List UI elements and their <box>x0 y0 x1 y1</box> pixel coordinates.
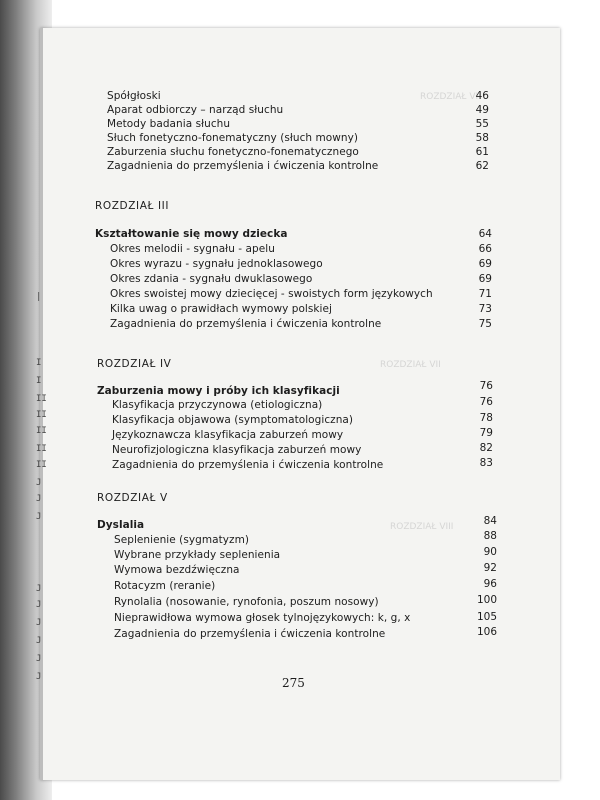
margin-mark: II <box>36 444 47 454</box>
chapter-title: Dyslalia <box>97 519 145 531</box>
toc-entry-page: 69 <box>478 258 492 270</box>
toc-entry-page: 66 <box>478 243 492 255</box>
toc-entry: Zagadnienia do przemyślenia i ćwiczenia kontrolne <box>110 318 382 330</box>
toc-entry: Okres melodii - sygnału - apelu <box>110 243 275 255</box>
toc-entry: Zagadnienia do przemyślenia i ćwiczenia kontrolne <box>107 160 379 172</box>
toc-entry-page: 55 <box>475 118 489 130</box>
toc-entry: Wybrane przykłady seplenienia <box>114 549 281 561</box>
show-through-text: ROZDZIAŁ VI <box>420 92 479 102</box>
toc-entry: Wymowa bezdźwięczna <box>114 564 240 576</box>
toc-entry-page: 83 <box>479 457 493 469</box>
toc-entry: Słuch fonetyczno-fonematyczny (słuch mowny) <box>107 132 359 144</box>
page-number: 275 <box>282 676 305 690</box>
margin-mark: J <box>36 654 42 664</box>
margin-mark: II <box>36 426 47 436</box>
chapter-title-page: 84 <box>483 515 497 527</box>
margin-mark: I <box>36 376 42 386</box>
toc-entry-page: 75 <box>478 318 492 330</box>
toc-entry-page: 76 <box>479 396 493 408</box>
toc-entry-page: 90 <box>483 546 497 558</box>
show-through-text: ROZDZIAŁ VIII <box>390 522 454 532</box>
toc-entry-page: 71 <box>478 288 492 300</box>
margin-mark: J <box>36 600 42 610</box>
toc-entry-page: 46 <box>475 90 489 102</box>
margin-mark: J <box>36 618 42 628</box>
toc-entry-page: 79 <box>479 427 493 439</box>
margin-mark: J <box>36 494 42 504</box>
toc-entry: Klasyfikacja przyczynowa (etiologiczna) <box>112 399 323 411</box>
chapter-label: ROZDZIAŁ IV <box>97 358 172 370</box>
toc-entry: Kilka uwag o prawidłach wymowy polskiej <box>110 303 332 315</box>
chapter-title-page: 64 <box>478 228 492 240</box>
toc-entry-page: 96 <box>483 578 497 590</box>
toc-entry-page: 69 <box>478 273 492 285</box>
margin-mark: | <box>36 292 42 302</box>
toc-entry-page: 106 <box>476 626 497 638</box>
margin-mark: J <box>36 636 42 646</box>
toc-entry: Zaburzenia słuchu fonetyczno-fonematycznego <box>107 146 359 158</box>
margin-mark: II <box>36 394 47 404</box>
toc-entry: Spółgłoski <box>107 90 161 102</box>
toc-entry: Rynolalia (nosowanie, rynofonia, poszum nosowy) <box>114 596 379 608</box>
toc-entry-page: 61 <box>475 146 489 158</box>
toc-entry: Zagadnienia do przemyślenia i ćwiczenia kontrolne <box>112 459 384 471</box>
toc-entry-page: 100 <box>476 594 497 606</box>
toc-entry-page: 88 <box>483 530 497 542</box>
toc-entry-page: 49 <box>475 104 489 116</box>
chapter-title: Kształtowanie się mowy dziecka <box>95 228 288 240</box>
page-edge <box>40 28 43 780</box>
margin-mark: II <box>36 410 47 420</box>
margin-mark: II <box>36 460 47 470</box>
toc-entry-page: 82 <box>479 442 493 454</box>
toc-entry: Seplenienie (sygmatyzm) <box>114 534 249 546</box>
margin-mark: J <box>36 584 42 594</box>
margin-mark: J <box>36 478 42 488</box>
toc-entry: Okres zdania - sygnału dwuklasowego <box>110 273 313 285</box>
toc-entry: Klasyfikacja objawowa (symptomatologiczna) <box>112 414 354 426</box>
margin-mark: I <box>36 358 42 368</box>
toc-entry: Zagadnienia do przemyślenia i ćwiczenia kontrolne <box>114 628 386 640</box>
toc-entry: Rotacyzm (reranie) <box>114 580 216 592</box>
toc-entry-page: 58 <box>475 132 489 144</box>
chapter-title-page: 76 <box>479 380 493 392</box>
toc-entry-page: 78 <box>479 412 493 424</box>
toc-entry-page: 105 <box>476 611 497 623</box>
toc-entry: Okres wyrazu - sygnału jednoklasowego <box>110 258 323 270</box>
toc-entry: Nieprawidłowa wymowa głosek tylnojęzykowych: k, g, x <box>114 612 411 624</box>
toc-entry: Okres swoistej mowy dziecięcej - swoistych form językowych <box>110 288 433 300</box>
chapter-label: ROZDZIAŁ III <box>95 200 170 212</box>
margin-mark: J <box>36 672 42 682</box>
toc-entry: Aparat odbiorczy – narząd słuchu <box>107 104 284 116</box>
margin-mark: J <box>36 512 42 522</box>
toc-entry-page: 92 <box>483 562 497 574</box>
toc-entry-page: 62 <box>475 160 489 172</box>
chapter-label: ROZDZIAŁ V <box>97 492 168 504</box>
toc-entry: Neurofizjologiczna klasyfikacja zaburzeń mowy <box>112 444 362 456</box>
show-through-text: ROZDZIAŁ VII <box>380 360 441 370</box>
toc-entry: Metody badania słuchu <box>107 118 231 130</box>
chapter-title: Zaburzenia mowy i próby ich klasyfikacji <box>97 385 340 397</box>
toc-entry-page: 73 <box>478 303 492 315</box>
toc-entry: Językoznawcza klasyfikacja zaburzeń mowy <box>112 429 344 441</box>
